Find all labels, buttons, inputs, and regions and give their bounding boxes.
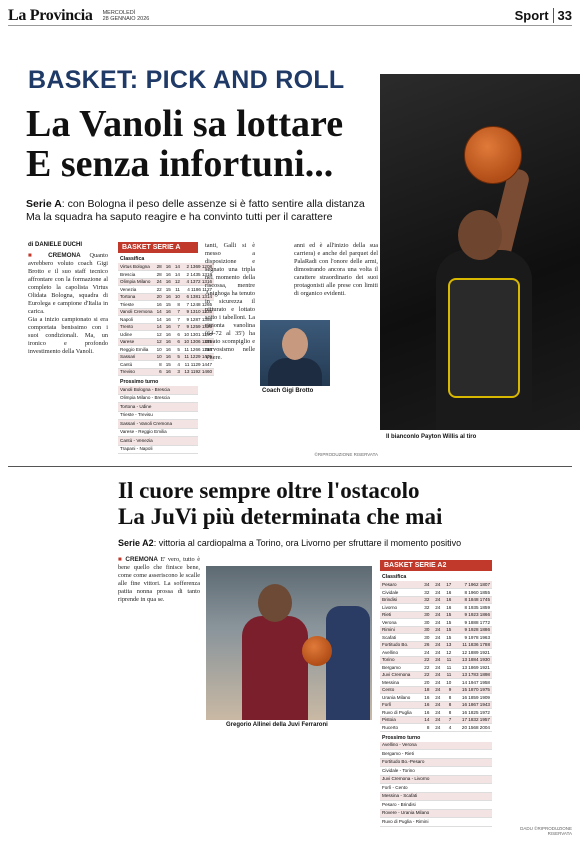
standings-cell-games: 16 [165,354,171,360]
standings-cell-points: 14 [156,324,162,330]
standings-cell-record: 13 1869 1921 [453,664,492,672]
standings-row [118,308,214,316]
standings-cell-points: 34 [420,581,431,589]
standings-cell-wins: 17 [442,581,453,589]
standings-row [380,626,492,634]
standings-row [380,716,492,724]
standings-cell-points: 14 [420,716,431,724]
standings-cell-record: 11 1129 1447 [182,361,214,369]
standings-cell-record: 13 1192 1460 [182,368,214,376]
standings-cell-team-name: Treviso [118,368,155,376]
next-round-game: Trieste - Trevisu [118,412,198,421]
standings-cell-team-name: Sassari [118,353,155,361]
standings-cell-points: 24 [420,649,431,657]
standings-cell-wins: 8 [442,709,453,717]
standings-cell-games: 24 [431,694,442,702]
next-round-game: Rovere - Urania Milano [380,810,492,819]
standings-row [380,581,492,589]
article-2-headline-line-2: La JuVi più determinata che mai [118,504,443,529]
dateline: ■ CREMONA [28,252,81,259]
next-round-game: Bergamo - Rieti [380,750,492,759]
next-round-game: Ruvo di Puglia - Rimini [380,818,492,827]
standings-cell-wins: 11 [173,286,182,294]
standings-cell-games: 24 [431,671,442,679]
standings-cell-team-name: Rucerto [380,724,420,732]
article-2-subhead-label: Serie A2 [118,538,154,548]
photo-player-head [458,210,502,260]
standings-cell-record: 13 1783 1898 [453,671,492,679]
standings-cell-games: 24 [431,604,442,612]
article-2-photo [206,566,372,720]
standings-cell-points: 32 [420,589,431,597]
headline-line-2: E senza infortuni... [26,143,334,185]
standings-cell-wins: 3 [173,368,182,376]
standings-cell-points: 28 [156,271,162,277]
standings-cell-record: 9 1287 1355 [182,316,214,324]
section-name: Sport [514,8,549,23]
standings-cell-points: 14 [156,309,162,315]
next-round-game: Sassari - Vanoli Cremona [118,420,198,429]
standings-label: Classifica [120,256,145,262]
next-round-game: Cantù - Venezia [118,437,198,446]
standings-cell-points: 8 [420,724,431,732]
standings-cell-record: 9 1978 1963 [453,634,492,642]
standings-cell-games: 16 [165,369,171,375]
next-round-game: Forlì - Cento [380,784,492,793]
standings-cell-record: 11 1836 1788 [453,641,492,649]
next-round-game: Juvi Cremona - Livorno [380,776,492,785]
standings-cell-wins: 7 [442,716,453,724]
standings-cell-games: 16 [165,339,171,345]
standings-cell-wins: 16 [442,604,453,612]
standings-row [118,286,214,294]
photo-coach-torso [268,358,322,386]
next-round-game: Avellino - Verona [380,742,492,751]
standings-cell-record: 7 1248 1265 [182,301,214,309]
standings-cell-wins: 15 [442,626,453,634]
subhead-line-2: Ma la squadra ha saputo reagire e ha convinto tutti per il carattere [26,211,333,223]
standings-cell-team-name: Rieti [380,611,420,619]
standings-cell-team-name: Verona [380,619,420,627]
standings-row [380,649,492,657]
standings-cell-points: 20 [420,679,431,687]
standings-row [380,604,492,612]
standings-cell-record: 9 1888 1772 [453,619,492,627]
standings-2-label: Classifica [382,574,407,580]
standings-cell-team-name: Bergamo [380,664,420,672]
hero-photo-caption: Il bianconlo Payton Willis al tiro [386,434,477,440]
standings-cell-record: 16 1867 1943 [453,701,492,709]
standings-row [118,323,214,331]
standings-cell-games: 16 [165,264,171,269]
article-2-headline-line-1: Il cuore sempre oltre l'ostacolo [118,478,420,503]
standings-cell-wins: 6 [173,331,182,339]
standings-cell-points: 12 [156,331,162,337]
standings-cell-team-name: Tortona [118,293,155,301]
standings-row [380,701,492,709]
standings-cell-wins: 7 [173,323,182,331]
article-kicker: BASKET: PICK AND ROLL [28,66,345,94]
standings-cell-wins: 4 [173,361,182,369]
standings-cell-points: 30 [420,619,431,627]
standings-row [118,278,214,286]
standings-cell-games: 16 [165,316,171,322]
column-4-text: anni ed è all'inizio della sua carriera) e anche del parquet del PalaRadi con l'onore delle armi, dimostrando ancora una volta il carattere straordinario dei suoi protagonisti alle prese con limiti di organico evidenti. [294,242,378,297]
standings-cell-points: 22 [420,671,431,679]
article-2-subhead [118,538,518,548]
standings-cell-games: 24 [431,656,442,664]
standings-row [380,709,492,717]
standings-cell-points: 16 [420,709,431,717]
standings-box-serie-a [118,242,213,454]
standings-cell-games: 24 [431,686,442,694]
standings-row [380,671,492,679]
standings-cell-team-name: Reggio Emilia [118,346,155,354]
standings-row [118,361,214,369]
next-round-game: Trapani - Napoli [118,446,198,455]
standings-cell-team-name: Venezia [118,286,155,294]
standings-cell-points: 24 [156,279,162,285]
standings-cell-games: 24 [431,589,442,597]
standings-cell-points: 26 [420,641,431,649]
article-subhead [26,198,436,224]
standings-cell-team-name: Scafati [380,634,420,642]
standings-cell-points: 12 [156,339,162,345]
standings-table [118,263,214,376]
standings-cell-team-name: Udine [118,331,155,339]
standings-cell-points: 18 [420,686,431,694]
standings-row [118,353,214,361]
standings-cell-record: 14 1947 1958 [453,679,492,687]
standings-cell-record: 6 1381 1314 [182,293,214,301]
standings-cell-record: 17 1832 1957 [453,716,492,724]
standings-row [380,619,492,627]
standings-row [380,694,492,702]
standings-cell-team-name: Vanoli Cremona [120,309,153,315]
standings-cell-points: 22 [420,664,431,672]
standings-cell-wins: 6 [173,338,182,346]
standings-row [118,301,214,309]
photo-player-jersey [448,278,520,398]
standings-cell-record: 15 1870 1975 [453,686,492,694]
standings-cell-games: 24 [431,724,442,732]
standings-cell-games: 16 [165,279,171,285]
lead-paragraph: Quanto avrebbero voluto coach Gigi Brotto e il suo staff tecnico affrontare con la formazione al completo la capolista Virtus Olidata Bologna, squadra di Eurolega e campione d'Italia in carica. [28,252,108,315]
standings-row [118,338,214,346]
standings-row [380,611,492,619]
standings-cell-games: 24 [431,649,442,657]
standings-cell-record: 20 1568 2004 [453,724,492,732]
page-number: 33 [553,8,572,23]
standings-cell-record: 8 1848 1745 [453,596,492,604]
standings-cell-wins: 12 [442,649,453,657]
standings-cell-games: 24 [431,626,442,634]
standings-cell-points: 32 [420,596,431,604]
standings-cell-points: 14 [156,316,162,322]
box-title: BASKET SERIE A [118,242,198,253]
standings-cell-wins: 15 [442,611,453,619]
photo-basketball-2 [302,636,332,666]
copyright-tag-2: ©RIPRODUZIONE RISERVATA [534,826,572,836]
standings-cell-team-name: Fortitudo Bo. [380,641,420,649]
article-2-dateline: ■ CREMONA [118,556,158,563]
standings-cell-record: 9 1259 1325 [182,323,214,331]
standings-cell-wins: 15 [442,619,453,627]
standings-cell-points: 16 [420,694,431,702]
standings-cell-record: 2 1435 1318 [182,271,214,279]
standings-cell-games: 24 [431,679,442,687]
standings-cell-games: 24 [431,641,442,649]
standings-cell-games: 24 [431,581,442,589]
standings-cell-team-name: Pistoia [380,716,420,724]
headline-line-1: La Vanoli sa lottare [26,103,344,145]
copyright-tag-1: ©RIPRODUZIONE RISERVATA [314,452,378,457]
standings-cell-record: 8 1960 1855 [453,589,492,597]
article-2-lead: E' vero, tutto è bene quello che finisce bene, come come asseriscono le scalle alle fine vittori. La sofferenza patita nonna prossa di tanto riprende in qua se. [118,556,200,603]
issue-day: 28 GENNAIO 2026 [102,15,150,22]
next-round-game: Varese - Reggio Emilia [118,429,198,438]
standings-cell-games: 16 [165,331,171,337]
standings-cell-team-name: Olimpia Milano [118,278,155,286]
standings-cell-points: 10 [156,354,162,360]
standings-cell-wins: 8 [442,694,453,702]
standings-cell-wins: 16 [442,589,453,597]
standings-cell-points: 16 [420,701,431,709]
standings-cell-team-name: Cento [380,686,420,694]
standings-cell-wins: 14 [174,264,180,269]
standings-cell-team-name: Messina [380,679,420,687]
standings-cell-games: 24 [431,664,442,672]
standings-cell-team-name: Trieste [118,301,155,309]
standings-cell-team-name: Brindisi [380,596,420,604]
hero-photo [380,74,580,430]
standings-row [380,596,492,604]
standings-cell-record: 11 1229 1405 [182,353,214,361]
standings-cell-points: 22 [420,656,431,664]
standings-cell-wins: 14 [174,271,180,277]
standings-row [380,641,492,649]
standings-cell-points: 28 [156,264,162,269]
standings-cell-points: 22 [156,286,162,292]
article-column-3 [205,242,255,462]
standings-cell-team-name: Torino [380,656,420,664]
standings-cell-team-name: Trento [118,323,155,331]
next-round-game: Olimpia Milano - Brescia [118,395,198,404]
standings-cell-wins: 16 [442,596,453,604]
standings-cell-games: 16 [165,294,171,300]
next-round-2-label: Prossimo turno [382,734,421,741]
article-2-signature: DADU [520,826,533,831]
standings-cell-record: 16 1825 1972 [453,709,492,717]
standings-cell-games: 24 [431,611,442,619]
standings-cell-wins: 10 [442,679,453,687]
column-3-text: tanti, Galli si è messo a disposizione e segnato una tripla nel momento della riscossa, mentre Anighoga ha tenuto in sicurezza il pitturato e lottato sotto i tabelloni. La rimonta vanolina (64-72 al 35') ha creato scompiglio e nervosismo nelle Vnere. [205,242,255,361]
photo-coach-face [282,328,308,360]
standings-cell-games: 16 [165,346,171,352]
standings-cell-games: 15 [165,301,171,307]
standings-cell-games: 24 [431,596,442,604]
issue-weekday: MERCOLEDÌ [102,9,136,16]
standings-cell-wins: 8 [442,701,453,709]
box-2-title: BASKET SERIE A2 [380,560,492,571]
standings-cell-team-name: Ruvo di Puglia [380,709,420,717]
standings-row [380,686,492,694]
standings-cell-games: 24 [431,634,442,642]
section-divider [8,466,572,467]
photo-player-head-2 [258,584,292,622]
next-round-game: Tortona - Udine [118,403,198,412]
standings-cell-points: 32 [420,604,431,612]
standings-cell-wins: 7 [173,316,182,324]
photo-defender [326,606,370,720]
standings-cell-points: 30 [420,634,431,642]
next-round-game: Cividale - Torino [380,767,492,776]
standings-cell-points: 10 [156,346,162,352]
next-round-2-list [380,742,492,827]
subhead-text: : con Bologna il peso delle assenze si è fatto sentire alla distanza [61,198,365,210]
standings-cell-team-name: Cividale [380,589,420,597]
standings-cell-games: 16 [165,324,171,330]
standings-cell-team-name: Livorno [380,604,420,612]
standings-cell-team-name: Avellino [380,649,420,657]
standings-cell-team-name: Juvi Cremona [380,671,420,679]
standings-cell-wins: 8 [173,301,182,309]
standings-row [118,293,214,301]
standings-cell-wins: 11 [442,664,453,672]
standings-cell-record: 12 1889 1921 [453,649,492,657]
newspaper-logo: La Provincia [8,6,93,24]
next-round-label: Prossimo turno [120,379,159,385]
standings-cell-record: 9 1310 1335 [182,308,214,316]
byline: di DANIELE DUCHI [28,242,82,248]
standings-cell-team-name: Brescia [118,271,155,279]
standings-cell-wins: 9 [442,686,453,694]
next-round-game: Fortitudo Bo.-Pesaro [380,759,492,768]
standings-cell-record: 2 1369 1208 [182,263,214,271]
standings-cell-wins: 11 [442,656,453,664]
column-1-continuation: Gia a inizio campionato si era comportata benissimo con i suoi condizionali. Ma, un ironico e profondo investimento della Vanoli. [28,316,108,355]
next-round-game: Pesaro - Brindisi [380,801,492,810]
standings-cell-record: 13 1884 1930 [453,656,492,664]
article-2-subhead-text: : vittoria al cardiopalma a Torino, ora Livorno per sfruttare il momento positivo [153,538,462,548]
issue-date [103,10,150,22]
standings-row [380,656,492,664]
standings-cell-record: 10 1301 1290 [183,331,213,337]
standings-cell-record: 8 1935 1859 [453,604,492,612]
standings-cell-record: 9 1923 1866 [453,611,492,619]
standings-cell-games: 24 [431,716,442,724]
standings-cell-record: 4 1186 1127 [182,286,214,294]
coach-photo-caption: Coach Gigi Brotto [262,388,314,394]
standings-cell-wins: 10 [174,294,180,300]
standings-cell-games: 24 [431,709,442,717]
article-2-end [496,826,572,836]
standings-cell-wins: 5 [173,346,182,354]
standings-row [118,271,214,279]
standings-cell-wins: 4 [442,724,453,732]
standings-cell-points: 16 [156,301,162,307]
standings-row [118,331,214,339]
standings-cell-team-name: Virtus Bologna [118,263,155,271]
standings-2-table [380,581,492,732]
standings-row [380,664,492,672]
standings-cell-team-name: Varese [118,338,155,346]
standings-cell-team-name: Pesaro [380,581,420,589]
standings-cell-team-name: Napoli [118,316,155,324]
standings-cell-team-name: Forlì [380,701,420,709]
standings-row [380,679,492,687]
standings-cell-team-name: Urania Milano [380,694,420,702]
standings-cell-wins: 13 [442,641,453,649]
standings-cell-points: 20 [156,294,162,300]
standings-cell-wins: 12 [174,279,180,285]
standings-row [118,368,214,376]
standings-row [380,634,492,642]
standings-cell-record: 4 1372 1316 [182,278,214,286]
standings-cell-record: 10 1306 1365 [183,339,213,345]
standings-cell-team-name: Cantù [118,361,155,369]
standings-cell-wins: 15 [442,634,453,642]
standings-cell-points: 30 [420,611,431,619]
next-round-game: Messina - Scafati [380,793,492,802]
masthead [8,6,572,26]
standings-box-serie-a2 [380,560,492,827]
standings-row [118,316,214,324]
article-column-1 [28,252,108,462]
photo-basketball [464,126,522,184]
standings-row [118,263,214,271]
standings-cell-record: 11 1266 1316 [182,346,214,354]
standings-cell-games: 24 [431,619,442,627]
standings-cell-points: 30 [420,626,431,634]
standings-cell-games: 24 [431,701,442,709]
standings-cell-record: 16 1859 1909 [453,694,492,702]
standings-cell-games: 16 [165,271,171,277]
next-round-list [118,386,198,454]
standings-cell-games: 15 [165,361,171,367]
standings-cell-record: 9 1928 1886 [453,626,492,634]
standings-cell-games: 16 [165,309,171,315]
standings-cell-points: 8 [155,361,164,369]
standings-cell-team-name: Rimini [380,626,420,634]
article-column-4 [294,242,378,314]
next-round-game: Vanoli Bologna - Brescia [118,386,198,395]
article-2-photo-caption: Gregorio Allinei della Juvi Ferraroni [226,722,328,728]
standings-cell-wins: 7 [173,308,182,316]
subhead-label: Serie A [26,198,62,210]
standings-cell-wins: 5 [173,353,182,361]
coach-photo [260,320,330,386]
photo-player-jersey-2 [242,616,308,720]
standings-row [118,346,214,354]
standings-cell-record: 7 1962 1807 [453,581,492,589]
standings-cell-wins: 11 [442,671,453,679]
standings-row [380,724,492,732]
standings-cell-games: 15 [165,286,171,292]
standings-row [380,589,492,597]
article-2-column-1 [118,556,200,826]
standings-cell-points: 6 [155,368,164,376]
